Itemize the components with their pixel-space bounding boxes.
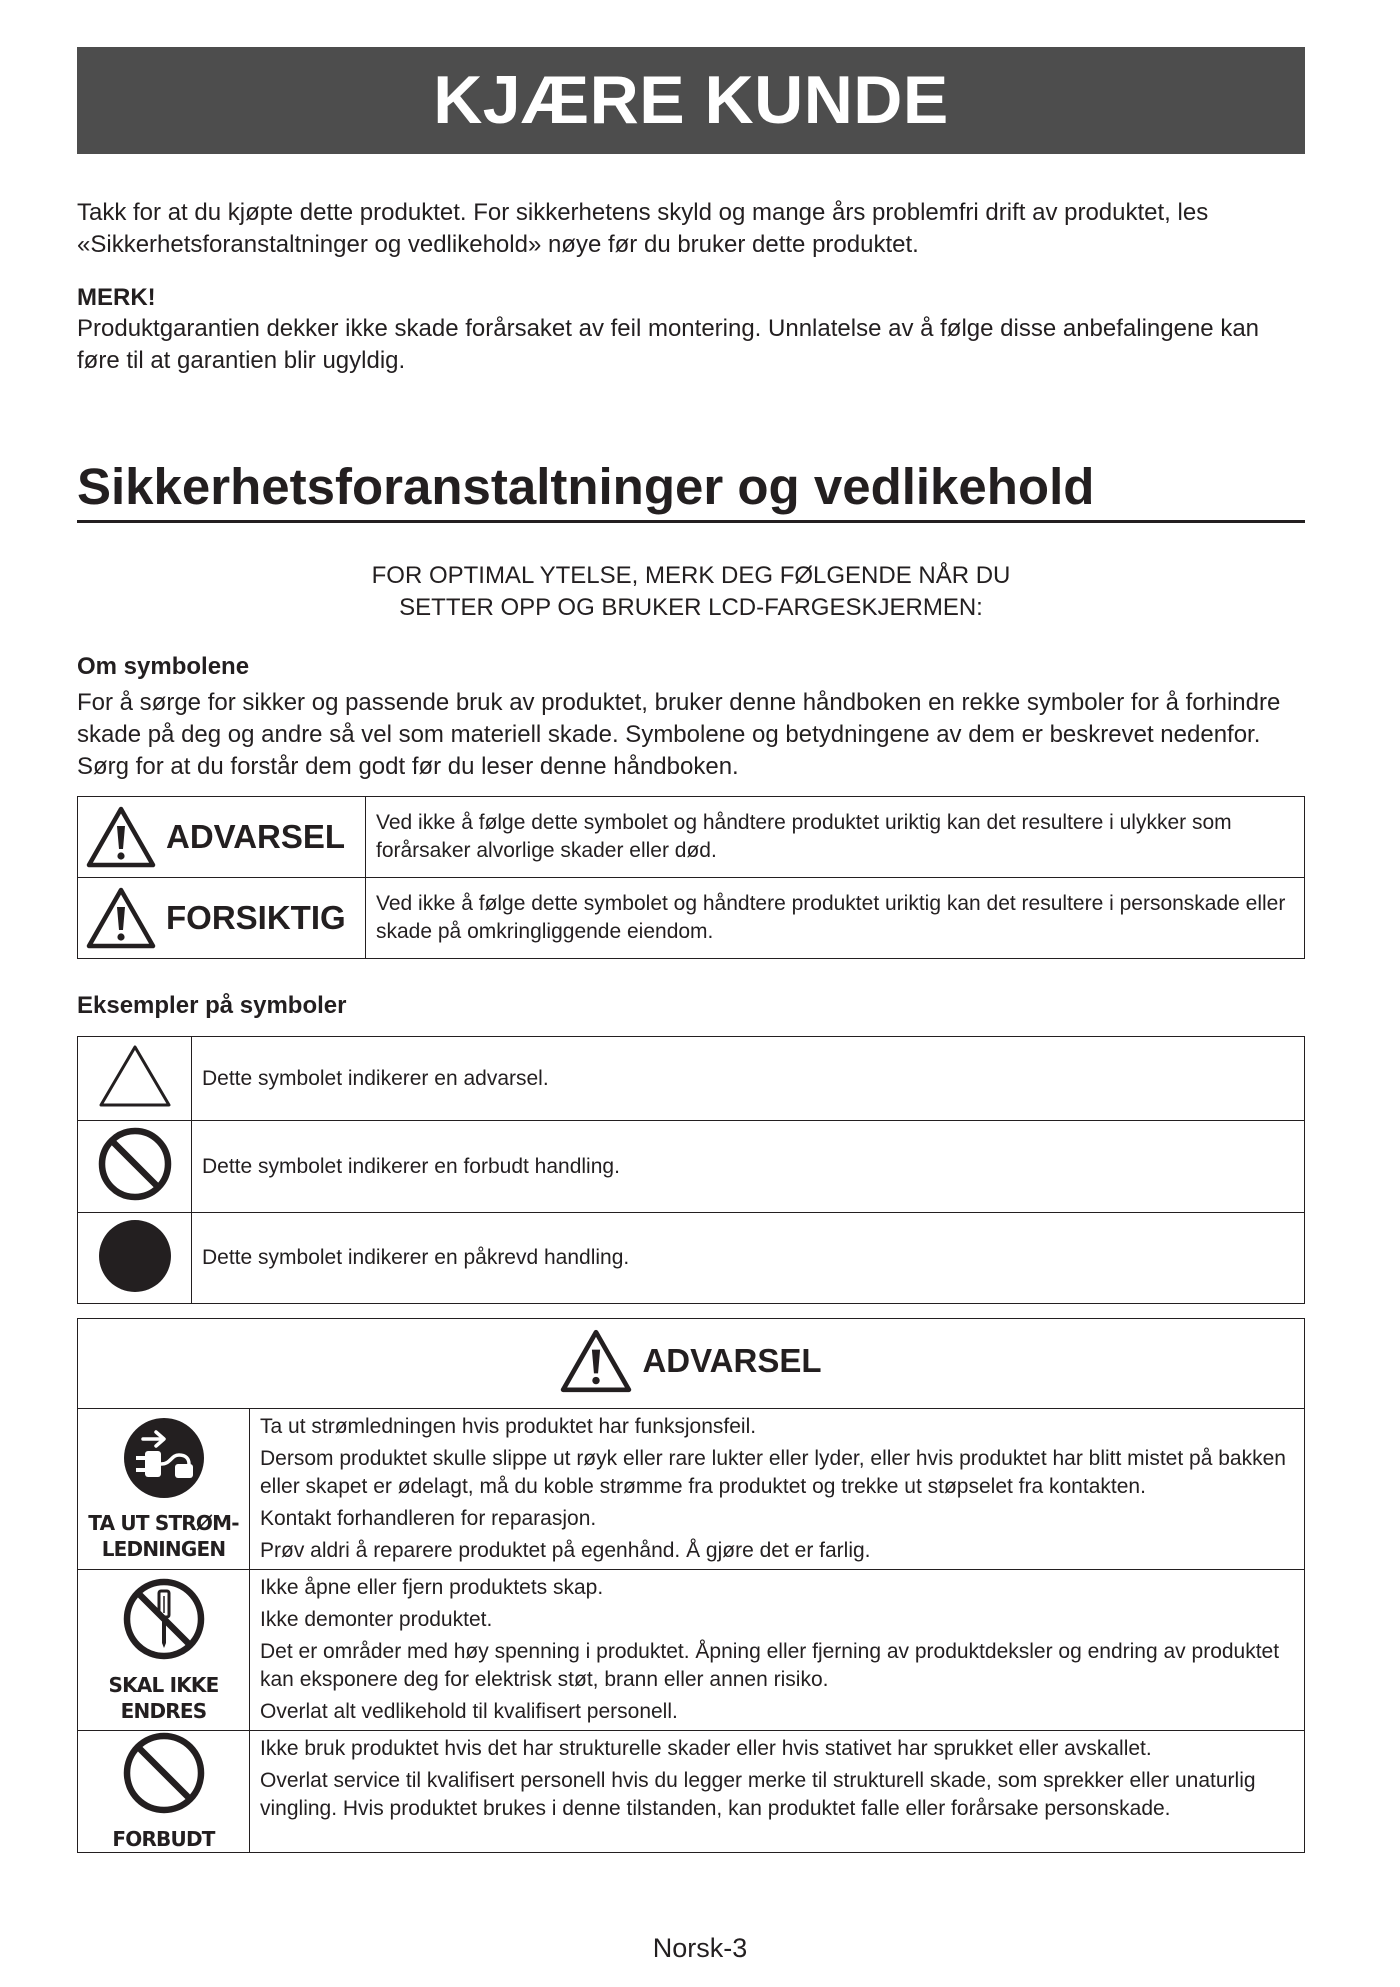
prohibited-caption: FORBUDT (112, 1827, 215, 1851)
unplug-caption-line-2: LEDNINGEN (101, 1536, 226, 1561)
warning-paragraph: Overlat alt vedlikehold til kvalifisert personell. (260, 1700, 678, 1723)
warning-paragraph: Ikke åpne eller fjern produktets skap. (260, 1576, 604, 1599)
warning-row-unplug (78, 1409, 1305, 1570)
setup-notice-line-1: FOR OPTIMAL YTELSE, MERK DEG FØLGENDE NÅR DU (371, 562, 1011, 589)
warning-row-no-modification (78, 1570, 1305, 1731)
section-divider (77, 520, 1305, 523)
severity-label: FORSIKTIG (166, 899, 346, 936)
page-banner: KJÆRE KUNDE (77, 47, 1305, 154)
warning-table (77, 1318, 1305, 1853)
warning-paragraph: Dersom produktet skulle slippe ut røyk eller rare lukter eller lyder, eller hvis produktet har blitt mistet på bakken eller skapet er ødelagt, må du koble strømme fra produktet og trekke ut støpselet fra kontakten. (260, 1447, 1286, 1498)
outline-triangle-icon (97, 1043, 173, 1109)
examples-table (77, 1036, 1305, 1304)
warning-paragraph: Prøv aldri å reparere produktet på egenhånd. Å gjøre det er farlig. (260, 1539, 871, 1562)
warning-paragraph: Ta ut strømledningen hvis produktet har funksjonsfeil. (260, 1415, 757, 1438)
warning-triangle-icon (86, 806, 156, 868)
prohibited-icon (97, 1126, 173, 1202)
severity-row-forsiktig (78, 878, 1305, 959)
note-label: MERK! (77, 284, 156, 311)
setup-notice (77, 560, 1305, 624)
setup-notice-line-2: SETTER OPP OG BRUKER LCD-FARGESKJERMEN: (399, 594, 983, 621)
section-title: Sikkerhetsforanstaltninger og vedlikehold (77, 458, 1095, 515)
severity-label: ADVARSEL (166, 818, 346, 855)
symbols-heading: Om symbolene (77, 653, 250, 680)
warning-paragraph: Ikke bruk produktet hvis det har strukturelle skader eller hvis stativet har sprukket eller avskallet. (260, 1737, 1152, 1760)
severity-description: Ved ikke å følge dette symbolet og håndtere produktet uriktig kan det resultere i personskade eller skade på omkringliggende eiendom. (366, 878, 1305, 959)
example-row-required (78, 1213, 1305, 1304)
warning-triangle-icon (560, 1329, 632, 1393)
unplug-icon (123, 1417, 205, 1499)
warning-table-header (78, 1319, 1305, 1409)
no-modification-caption-line-2: ENDRES (120, 1698, 207, 1723)
example-description: Dette symbolet indikerer en forbudt handling. (192, 1121, 1305, 1213)
unplug-caption-line-1: TA UT STRØM- (88, 1510, 239, 1535)
warning-paragraph: Overlat service til kvalifisert personell hvis du legger merke til strukturell skade, som sprekker eller unaturlig vingling. Hvis produktet brukes i denne tilstanden, kan produktet falle eller forårsake personskade. (260, 1769, 1256, 1820)
prohibited-icon (122, 1731, 206, 1815)
example-row-warning (78, 1037, 1305, 1121)
examples-heading: Eksempler på symboler (77, 992, 347, 1019)
symbols-intro-paragraph: For å sørge for sikker og passende bruk av produktet, bruker denne håndboken en rekke symboler for å forhindre skade på deg og andre så vel som materiell skade. Symbolene og betydningene av dem er beskrevet nedenfor. Sørg for at du forstår dem godt før du leser denne håndboken. (77, 689, 1281, 780)
intro-paragraph: Takk for at du kjøpte dette produktet. For sikkerhetens skyld og mange års problemfri drift av produktet, les «Sikkerhetsforanstaltninger og vedlikehold» nøye før du bruker dette produktet. (77, 199, 1209, 258)
example-description: Dette symbolet indikerer en påkrevd handling. (192, 1213, 1305, 1304)
page-number: Norsk-3 (652, 1933, 748, 1963)
filled-circle-icon (97, 1218, 173, 1294)
warning-triangle-icon (86, 887, 156, 949)
warning-row-prohibited (78, 1731, 1305, 1853)
warning-table-title: ADVARSEL (642, 1342, 822, 1379)
severity-table (77, 796, 1305, 959)
severity-row-advarsel (78, 797, 1305, 878)
warning-paragraph: Kontakt forhandleren for reparasjon. (260, 1507, 597, 1530)
note-text: Produktgarantien dekker ikke skade forårsaket av feil montering. Unnlatelse av å følge disse anbefalingene kan føre til at garantien blir ugyldig. (77, 315, 1260, 374)
no-disassembly-icon (122, 1577, 206, 1661)
example-description: Dette symbolet indikerer en advarsel. (192, 1037, 1305, 1121)
warning-paragraph: Ikke demonter produktet. (260, 1608, 493, 1631)
example-row-prohibited (78, 1121, 1305, 1213)
warning-paragraph: Det er områder med høy spenning i produktet. Åpning eller fjerning av produktdeksler og endring av produktet kan eksponere deg for elektrisk støt, brann eller annen risiko. (260, 1640, 1280, 1691)
severity-description: Ved ikke å følge dette symbolet og håndtere produktet uriktig kan det resultere i ulykker som forårsaker alvorlige skader eller død. (366, 797, 1305, 878)
no-modification-caption-line-1: SKAL IKKE (108, 1672, 219, 1697)
